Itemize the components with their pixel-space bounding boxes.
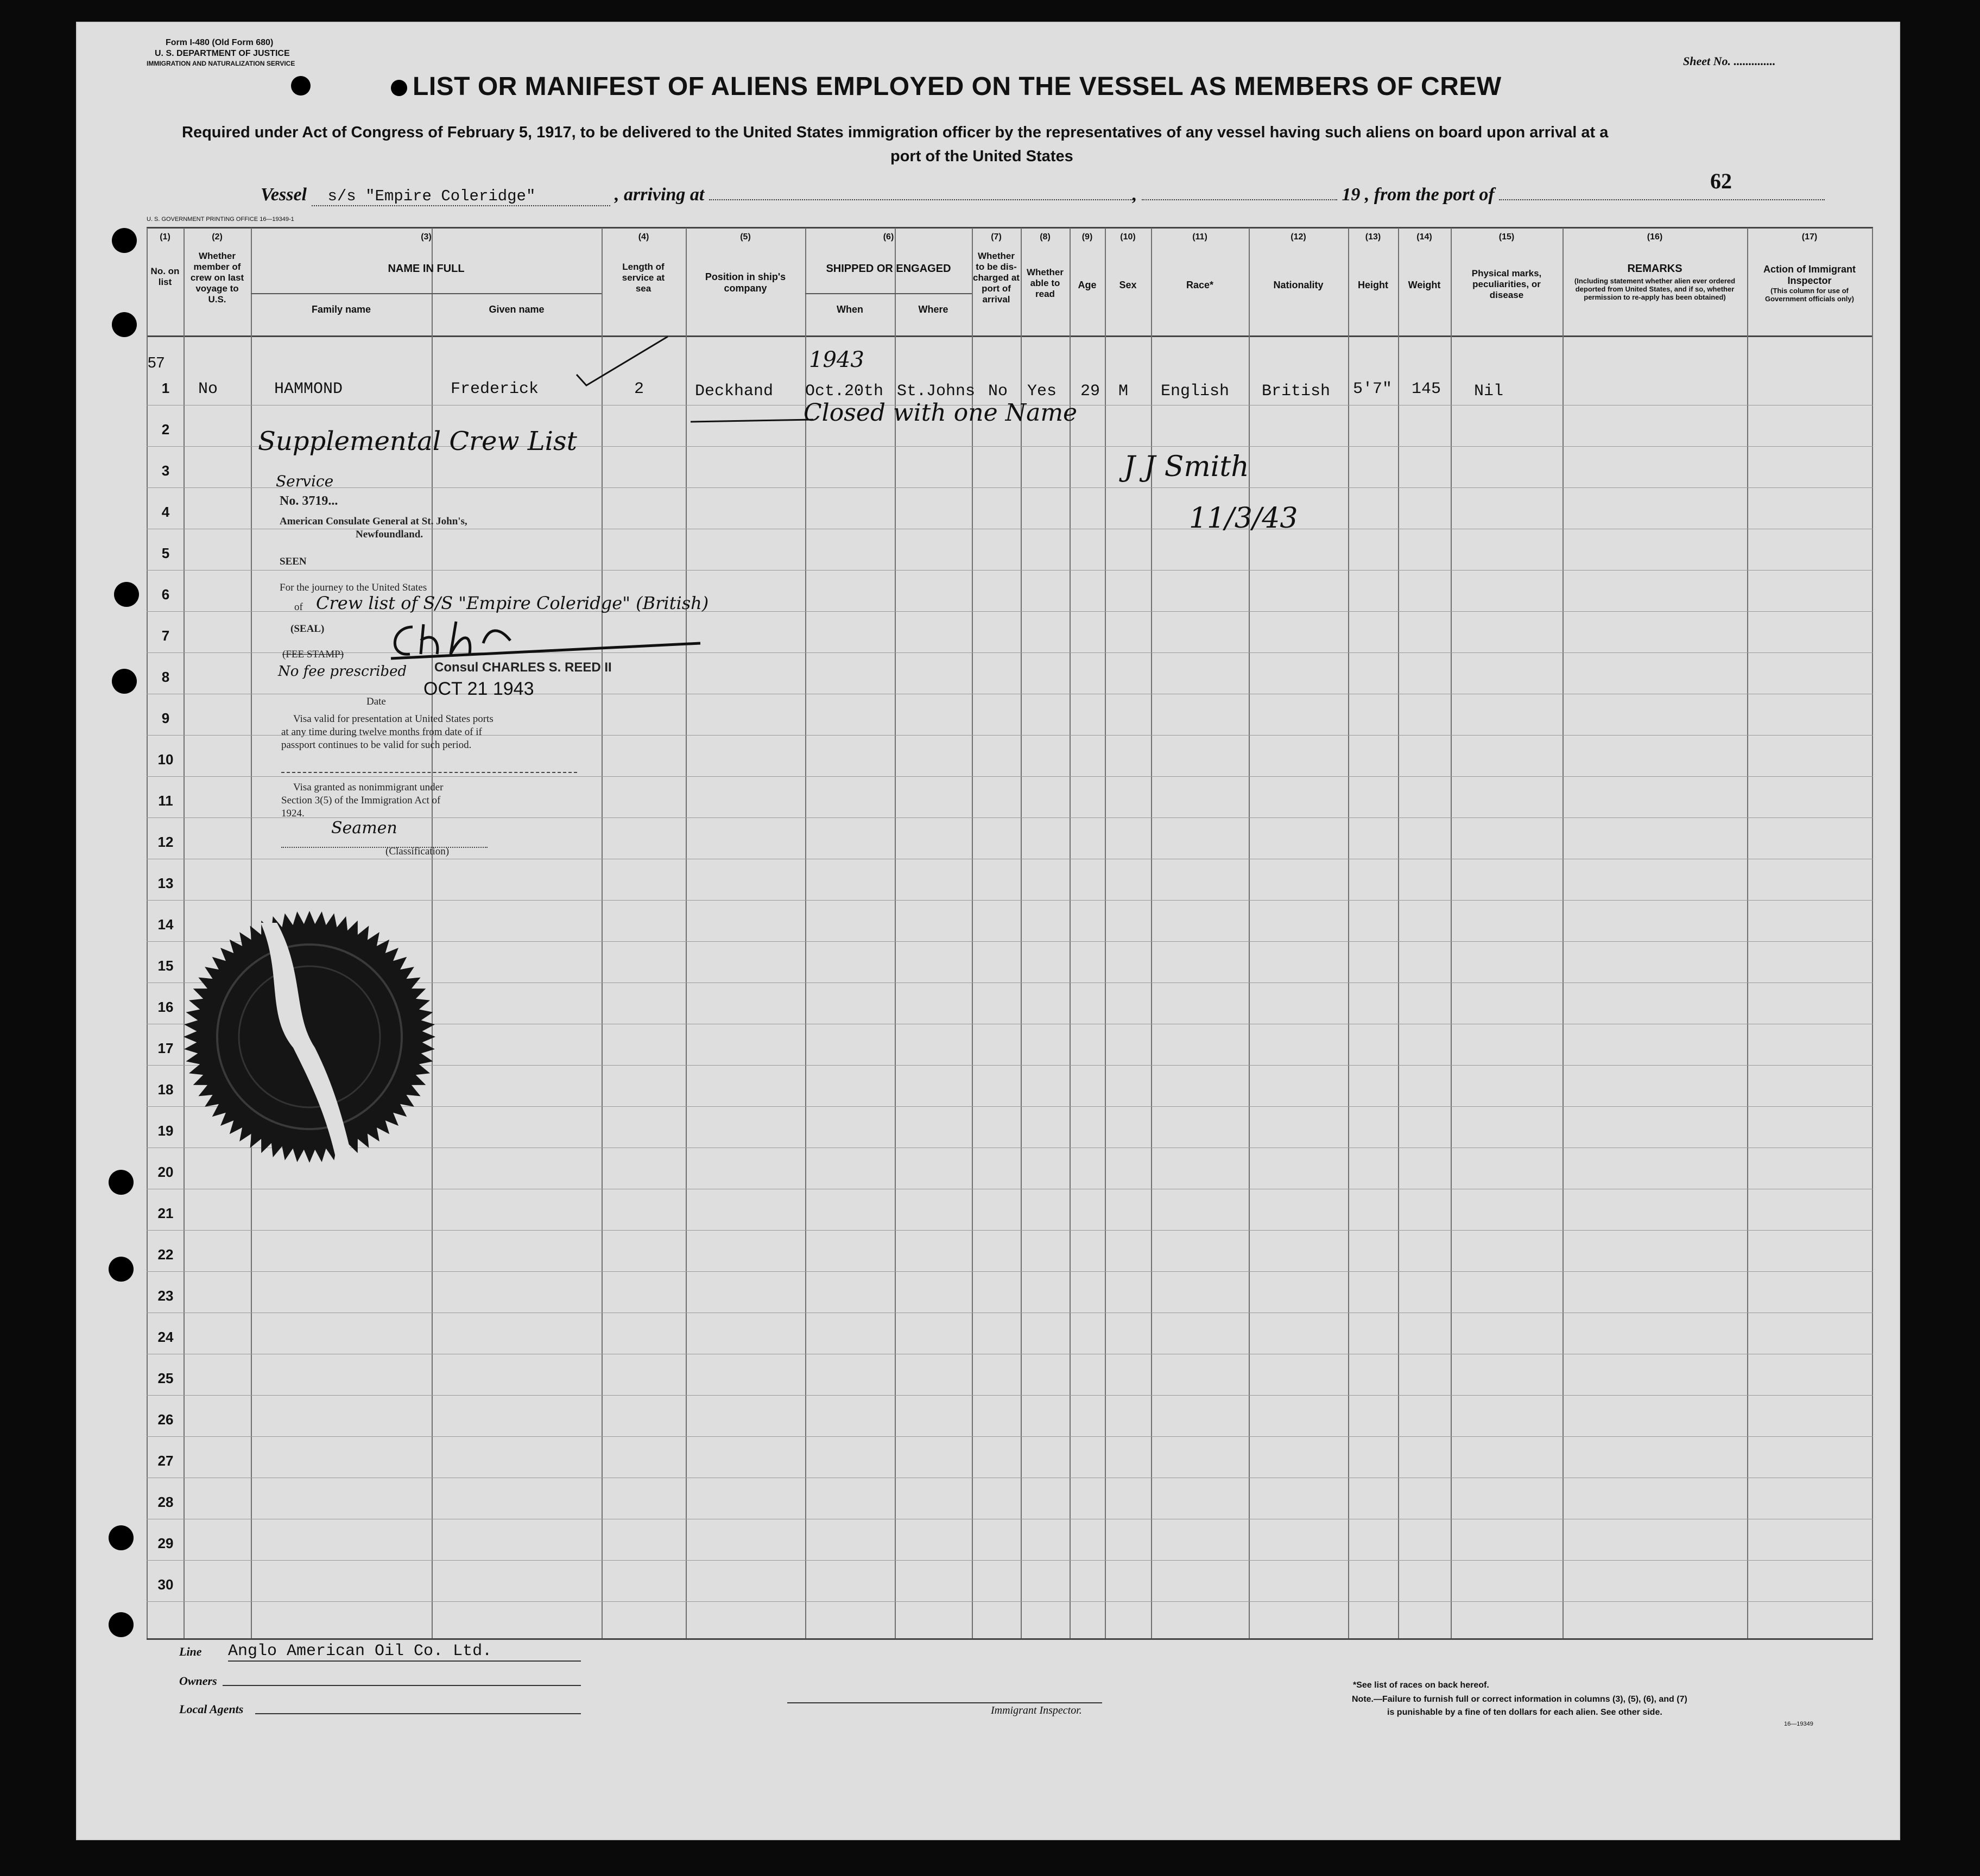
col-11-label: Race* <box>1186 280 1214 290</box>
row-rule <box>147 1395 1873 1396</box>
row-rule <box>147 1560 1873 1561</box>
row-rule <box>147 1601 1873 1602</box>
punch-hole <box>112 312 137 337</box>
note-text: —Failure to furnish full or correct information in columns (3), (5), (6), and (7) <box>1374 1695 1687 1704</box>
subtitle-line-1: Required under Act of Congress of February 5, 1917, to be delivered to the United States immigration officer by the representatives of any vessel having such aliens on board upon arrival at a <box>182 124 1609 141</box>
fine-note: is punishable by a fine of ten dollars for each alien. See other side. <box>1387 1708 1662 1717</box>
col-9-number: (9) <box>1081 232 1093 242</box>
col-3-label: NAME IN FULL <box>388 263 465 275</box>
service-cell: 2 <box>634 380 644 398</box>
punch-hole <box>109 1170 134 1195</box>
col-4-label: Length of service at sea <box>622 262 665 294</box>
last-voyage-cell: No <box>198 380 218 398</box>
col-15-label: Physical marks, peculiarities, or disease <box>1471 268 1542 300</box>
line-label: Line <box>179 1645 202 1658</box>
failure-note <box>1352 1695 1687 1704</box>
col-1-label: No. on list <box>150 266 180 287</box>
weight-cell: 145 <box>1412 380 1441 398</box>
col-3-number: (3) <box>421 232 432 242</box>
col-13-number: (13) <box>1365 232 1381 242</box>
title-text: LIST OR MANIFEST OF ALIENS EMPLOYED ON THE VESSEL AS MEMBERS OF CREW <box>413 72 1502 101</box>
row-number: 18 <box>157 1081 174 1098</box>
row-number: 25 <box>157 1370 174 1386</box>
punch-hole <box>291 76 311 96</box>
header-bottom-rule <box>147 335 1873 337</box>
row-rule <box>147 570 1873 571</box>
year-handwritten: 1943 <box>809 347 864 372</box>
embossed-seal-icon <box>179 907 440 1167</box>
col-14-label: Weight <box>1408 280 1441 290</box>
col-12-number: (12) <box>1291 232 1306 242</box>
given-name-cell: Frederick <box>451 380 539 398</box>
year-label: 19 <box>1342 185 1361 205</box>
row-number: 2 <box>161 421 170 438</box>
stamp-service: Service <box>276 472 334 490</box>
stamp-visa-valid-2: at any time during twelve months from date of if <box>281 726 482 738</box>
action-note: (This column for use of Government officials only) <box>1765 287 1854 303</box>
col-7-label: Whether to be dis-charged at port of arrival <box>973 251 1020 305</box>
stamp-date-label: Date <box>366 696 386 707</box>
col-10-number: (10) <box>1120 232 1136 242</box>
given-name-header: Given name <box>489 304 545 315</box>
row-rule <box>147 1271 1873 1272</box>
row-number: 19 <box>157 1123 174 1139</box>
col-6-label: SHIPPED OR ENGAGED <box>826 263 951 275</box>
col-8-label: Whether able to read <box>1027 267 1064 299</box>
row-number: 5 <box>161 545 170 561</box>
col-4-number: (4) <box>638 232 649 242</box>
row-rule <box>147 487 1873 488</box>
closed-note: Closed with one Name <box>804 399 1078 427</box>
col-2-label: Whether member of crew on last voyage to U.S. <box>190 251 244 305</box>
row-rule <box>147 1230 1873 1231</box>
nationality-cell: British <box>1262 382 1331 401</box>
immigrant-inspector-label: Immigrant Inspector. <box>991 1704 1082 1716</box>
family-name-cell: HAMMOND <box>274 380 343 398</box>
list-prefix: 57 <box>148 354 165 371</box>
position-cell: Deckhand <box>695 382 774 401</box>
row-number: 13 <box>157 875 174 891</box>
row-number: 3 <box>161 462 170 479</box>
vessel-label: Vessel <box>261 185 307 205</box>
stamp-of: of <box>294 601 303 613</box>
discharged-cell: No <box>988 382 1008 401</box>
page-title <box>391 72 1502 102</box>
stamp-granted: Visa granted as nonimmigrant under <box>293 782 444 793</box>
row-number: 22 <box>157 1246 174 1263</box>
form-code: 16—19349 <box>1784 1721 1813 1727</box>
col-17-number: (17) <box>1801 232 1818 242</box>
date-stamp: OCT 21 1943 <box>423 679 534 699</box>
gpo-imprint: U. S. GOVERNMENT PRINTING OFFICE 16—19349-1 <box>147 216 294 223</box>
remarks-note: (Including statement whether alien ever ordered deported from United States, and if so, whether permission to re-apply has been obtained) <box>1574 277 1736 301</box>
row-number: 23 <box>157 1288 174 1304</box>
read-cell: Yes <box>1027 382 1057 401</box>
row-number: 12 <box>157 834 174 850</box>
family-name-header: Family name <box>311 304 371 315</box>
sheet-number: 62 <box>1710 169 1732 193</box>
sheet-number-label: Sheet No. .............. <box>1683 54 1776 68</box>
punch-hole <box>114 582 139 607</box>
note-label: Note. <box>1352 1695 1374 1704</box>
row-number: 27 <box>157 1453 174 1469</box>
row-rule <box>147 900 1873 901</box>
arriving-label: , arriving at <box>615 185 705 205</box>
punch-hole <box>112 228 137 253</box>
col-5-number: (5) <box>740 232 751 242</box>
col-2-number: (2) <box>212 232 223 242</box>
row-number: 15 <box>157 958 174 974</box>
races-note: *See list of races on back hereof. <box>1353 1681 1489 1690</box>
age-cell: 29 <box>1080 382 1100 401</box>
row-number: 11 <box>158 793 173 809</box>
inspector-signature: J J Smith <box>1124 451 1249 483</box>
row-number: 1 <box>161 380 170 396</box>
stamp-consulate: American Consulate General at St. John's, <box>280 516 467 527</box>
table-bottom-rule <box>147 1638 1873 1640</box>
check-mark <box>575 331 673 391</box>
col-17-label: Action of Immigrant Inspector <box>1763 264 1856 286</box>
seamen-note: Seamen <box>331 819 397 838</box>
from-port-label: , from the port of <box>1364 185 1495 205</box>
service-name: IMMIGRATION AND NATURALIZATION SERVICE <box>147 60 295 67</box>
row-number: 10 <box>157 751 174 768</box>
where-cell: St.Johns <box>897 382 976 401</box>
stamp-year: 1924. <box>281 808 305 819</box>
vessel-line: Vessel s/s "Empire Coleridge" , arriving at , 19 , from the port of <box>261 185 1835 212</box>
col-11-number: (11) <box>1192 232 1207 242</box>
stamp-fee: (FEE STAMP) <box>282 649 344 660</box>
col-16-number: (16) <box>1647 232 1663 242</box>
sex-cell: M <box>1118 382 1129 401</box>
row-number: 17 <box>157 1040 174 1056</box>
where-header: Where <box>918 304 948 315</box>
col-12-label: Nationality <box>1273 280 1324 290</box>
row-rule <box>147 817 1873 818</box>
row-number: 7 <box>161 628 170 644</box>
stamp-section: Section 3(5) of the Immigration Act of <box>281 795 441 806</box>
col-10-label: Sex <box>1119 280 1137 290</box>
stamp-number: No. 3719... <box>280 494 338 508</box>
row-number: 14 <box>157 916 174 933</box>
row-number: 30 <box>157 1576 174 1593</box>
marks-cell: Nil <box>1474 382 1504 401</box>
stamp-seal: (SEAL) <box>290 623 325 635</box>
closed-underline <box>689 415 814 426</box>
stamp-visa-valid-3: passport continues to be valid for such period. <box>281 739 472 751</box>
row-number: 28 <box>157 1494 174 1510</box>
stamp-location: Newfoundland. <box>356 529 423 540</box>
race-cell: English <box>1161 382 1230 401</box>
col-1-number: (1) <box>160 232 170 242</box>
row-number: 21 <box>157 1205 174 1221</box>
punch-hole <box>109 1612 134 1637</box>
punch-hole <box>109 1257 134 1282</box>
stamp-visa-valid: Visa valid for presentation at United States ports <box>293 713 494 725</box>
row-number: 16 <box>157 999 174 1015</box>
vessel-name: s/s "Empire Coleridge" <box>312 187 610 206</box>
stamp-consul: Consul CHARLES S. REED II <box>434 660 612 675</box>
col-15-number: (15) <box>1498 232 1515 242</box>
col-14-number: (14) <box>1416 232 1432 242</box>
inspector-date: 11/3/43 <box>1189 502 1298 535</box>
when-cell: Oct.20th <box>805 382 884 401</box>
row-number: 6 <box>161 586 170 603</box>
row-number: 20 <box>157 1164 174 1180</box>
row-number: 8 <box>161 669 170 685</box>
punch-hole <box>109 1525 134 1550</box>
no-fee-note: No fee prescribed <box>278 663 407 680</box>
row-number: 29 <box>157 1535 174 1551</box>
owners-label: Owners <box>179 1674 217 1688</box>
crew-list-note: Crew list of S/S "Empire Coleridge" (British) <box>316 593 709 613</box>
row-number: 9 <box>161 710 170 726</box>
department: U. S. DEPARTMENT OF JUSTICE <box>155 49 290 58</box>
col-6-number: (6) <box>883 232 894 242</box>
consul-signature <box>380 616 706 665</box>
stamp-classification: (Classification) <box>385 846 450 857</box>
row-number: 26 <box>157 1411 174 1428</box>
row-number: 4 <box>161 504 170 520</box>
row-rule <box>147 1436 1873 1437</box>
punch-hole <box>112 669 137 694</box>
form-number: Form I-480 (Old Form 680) <box>166 38 274 47</box>
when-header: When <box>837 304 863 315</box>
row-number: 24 <box>157 1329 174 1345</box>
agents-label: Local Agents <box>179 1702 244 1716</box>
stamp-journey: For the journey to the United States <box>280 582 427 593</box>
col-5-label: Position in ship's company <box>705 271 786 294</box>
col-16-label: REMARKS <box>1627 263 1682 275</box>
height-cell: 5'7" <box>1353 380 1393 398</box>
col-9-label: Age <box>1078 280 1097 290</box>
line-value: Anglo American Oil Co. Ltd. <box>228 1642 581 1662</box>
row-rule <box>147 776 1873 777</box>
subtitle-line-2: port of the United States <box>890 148 1073 165</box>
supplemental-note: Supplemental Crew List <box>258 426 577 457</box>
header-top-rule <box>147 227 1873 229</box>
col-8-number: (8) <box>1040 232 1051 242</box>
col-13-label: Height <box>1358 280 1388 290</box>
col-7-number: (7) <box>991 232 1002 242</box>
stamp-seen: SEEN <box>280 556 307 567</box>
